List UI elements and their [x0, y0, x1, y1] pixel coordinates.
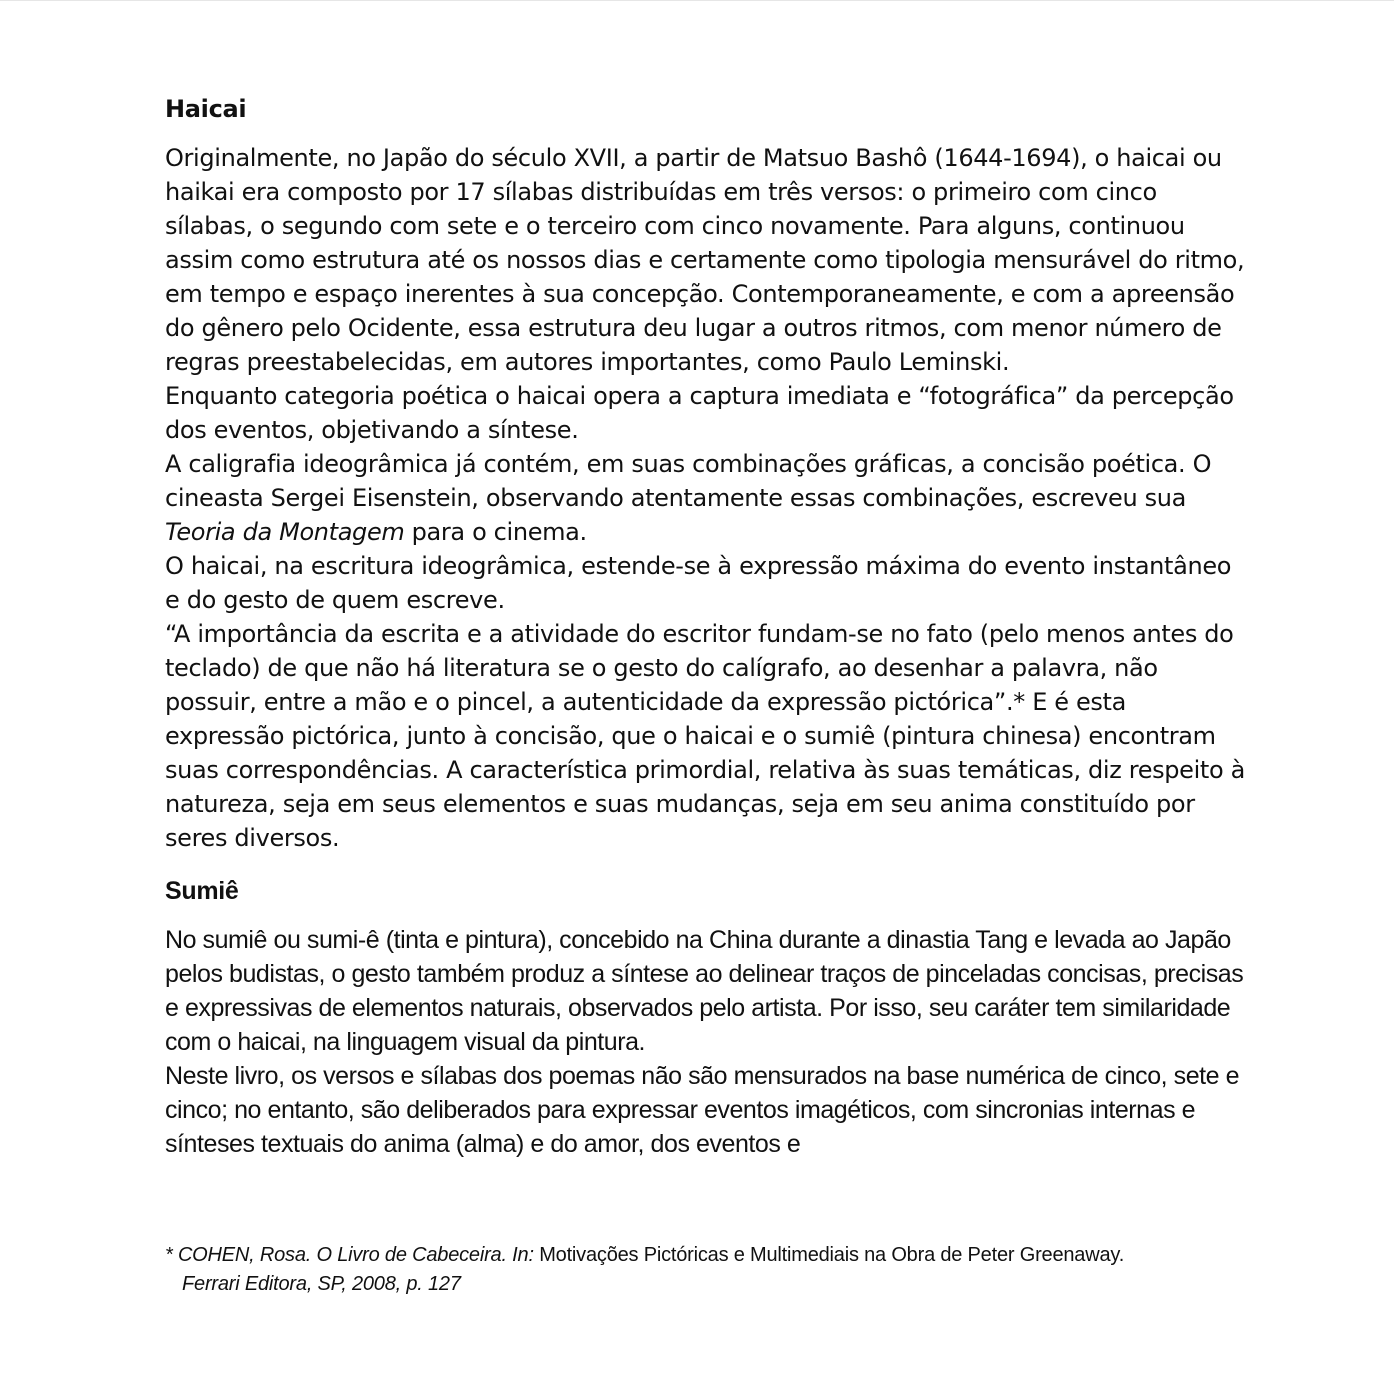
sumie-paragraph-1: No sumiê ou sumi-ê (tinta e pintura), concebido na China durante a dinastia Tang e levada ao Japão pelos budistas, o gesto também produz a síntese ao delinear traços de pinceladas concisas, precisas e expressivas de elementos naturais, observados pelo artista. Por isso, seu caráter tem similaridade com o haicai, na linguagem visual da pintura. [165, 926, 1244, 1056]
section-title-sumie: Sumiê [165, 877, 239, 905]
haicai-paragraph-5: “A importância da escrita e a atividade do escritor fundam-se no fato (pelo menos antes do teclado) de que não há literatura se o gesto do calígrafo, ao desenhar a palavra, não possuir, entre a mão e o pincel, a autenticidade da expressão pictórica”.* E é esta expressão pictórica, junto à concisão, que o haicai e o sumiê (pintura chinesa) encontram suas correspondências. A característica primordial, relativa às suas temáticas, diz respeito à natureza, seja em seus elementos e suas mudanças, seja em seu anima constituído por seres diversos. [165, 620, 1245, 852]
footnote [165, 1241, 1265, 1299]
haicai-paragraph-3-end: para o cinema. [404, 518, 587, 546]
haicai-paragraph-3-start: A caligrafia ideogrâmica já contém, em suas combinações gráficas, a concisão poética. O cineasta Sergei Eisenstein, observando atentamente essas combinações, escreveu sua [165, 450, 1212, 512]
haicai-paragraph-1: Originalmente, no Japão do século XVII, a partir de Matsuo Bashô (1644-1694), o haicai ou haikai era composto por 17 sílabas distribuídas em três versos: o primeiro com cinco sílabas, o segundo com sete e o terceiro com cinco novamente. Para alguns, continuou assim como estrutura até os nossos dias e certamente como tipologia mensurável do ritmo, em tempo e espaço inerentes à sua concepção. Contemporaneamente, e com a apreensão do gênero pelo Ocidente, essa estrutura deu lugar a outros ritmos, com menor número de regras preestabelecidas, em autores importantes, como Paulo Leminski. [165, 144, 1245, 376]
sumie-paragraph-2: Neste livro, os versos e sílabas dos poemas não são mensurados na base numérica de cinco, sete e cinco; no entanto, são deliberados para expressar eventos imagéticos, com sincronias internas e sínteses textuais do anima (alma) e do amor, dos eventos e [165, 1062, 1240, 1158]
book-title-teoria-da-montagem: Teoria da Montagem [165, 518, 405, 546]
footnote-citation-publisher: Ferrari Editora, SP, 2008, p. 127 [182, 1273, 461, 1295]
footnote-citation-work: Motivações Pictóricas e Multimediais na Obra de Peter Greenaway. [539, 1244, 1125, 1266]
main-content [165, 91, 1250, 1161]
footnote-citation-author: * COHEN, Rosa. O Livro de Cabeceira. In: [165, 1244, 540, 1266]
section-title-haicai: Haicai [165, 95, 247, 123]
haicai-paragraph-4: O haicai, na escritura ideogrâmica, estende-se à expressão máxima do evento instantâneo e do gesto de quem escreve. [165, 552, 1232, 614]
haicai-paragraph-3 [165, 447, 1250, 549]
haicai-paragraph-2: Enquanto categoria poética o haicai opera a captura imediata e “fotográfica” da percepção dos eventos, objetivando a síntese. [165, 382, 1234, 444]
